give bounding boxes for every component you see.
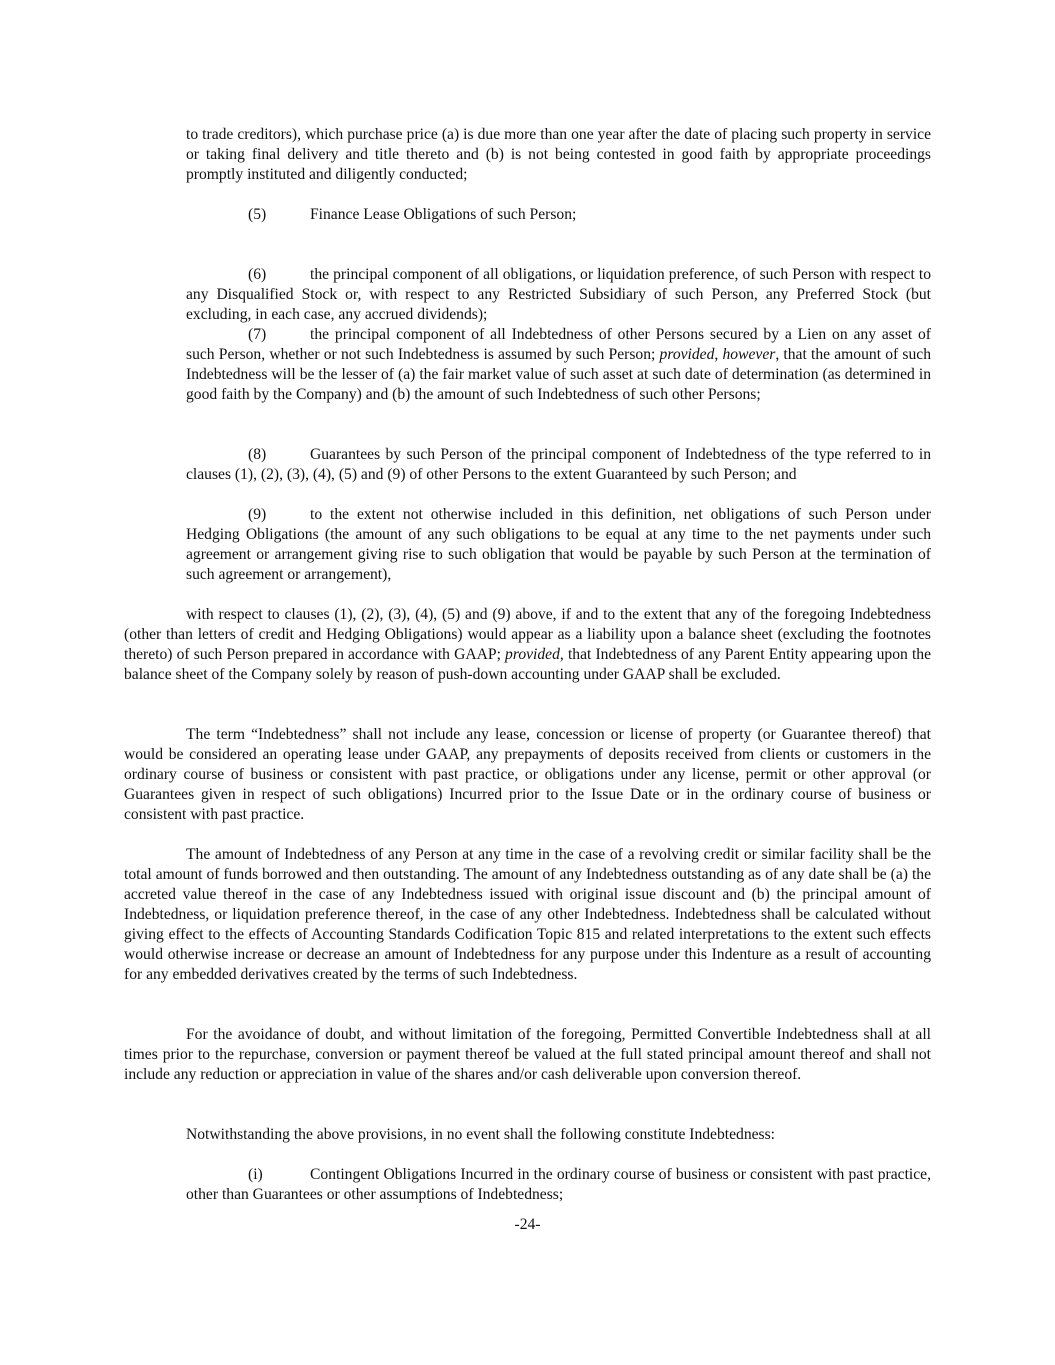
clause-text: Contingent Obligations Incurred in the ordinary course of business or consistent with past practice, other than Guarantees or other assumptions of Indebtedness; [186,1166,931,1203]
clause-text: to the extent not otherwise included in this definition, net obligations of such Person under Hedging Obligations (the amount of any such obligations to be equal at any time to the net payments under such agreement or arrangement giving rise to such obligation that would be payable by such Person at the termination of such agreement or arrangement), [186,506,931,583]
page-number: -24- [514,1216,541,1233]
italic-provided: provided [659,346,715,363]
clause-number: (6) [248,266,267,283]
continuation-paragraph: to trade creditors), which purchase price (a) is due more than one year after the date of placing such property in service or taking final delivery and title thereto and (b) is not being contested in good faith by appropriate proceedings promptly instituted and diligently conducted; [186,126,931,183]
avoidance-paragraph: For the avoidance of doubt, and without limitation of the foregoing, Permitted Convertible Indebtedness shall at all times prior to the repurchase, conversion or payment thereof be valued at the full stated principal amount thereof and shall not include any reduction or appreciation in value of the shares and/or cash deliverable upon conversion thereof. [124,1026,931,1083]
clause-i [186,1165,931,1205]
clause-number: (8) [248,446,267,463]
clause-text: Guarantees by such Person of the principal component of Indebtedness of the type referred to in clauses (1), (2), (3), (4), (5) and (9) of other Persons to the extent Guaranteed by such Person; and [186,446,931,483]
clause-text: , [714,346,723,363]
amount-paragraph: The amount of Indebtedness of any Person at any time in the case of a revolving credit or similar facility shall be the total amount of funds borrowed and then outstanding. The amount of any Indebtedness outstanding as of any date shall be (a) the accreted value thereof in the case of any Indebtedness issued with original issue discount and (b) the principal amount of Indebtedness, or liquidation preference thereof, in the case of any other Indebtedness. Indebtedness shall be calculated without giving effect to the effects of Accounting Standards Codification Topic 815 and related interpretations to the extent such effects would otherwise increase or decrease an amount of Indebtedness for any purpose under this Indenture as a result of accounting for any embedded derivatives created by the terms of such Indebtedness. [124,846,931,983]
clause-text: the principal component of all obligations, or liquidation preference, of such Person with respect to any Disqualified Stock or, with respect to any Restricted Subsidiary of such Person, any Preferred Stock (but excluding, in each case, any accrued dividends); [186,266,931,323]
clause-number: (i) [248,1166,263,1183]
clause-9 [186,505,931,585]
paragraph-text: with respect to clauses (1), (2), (3), (4), (5) and (9) above, if and to the extent that any of the foregoing Indebtedness (other than letters of credit and Hedging Obligations) would appear as a liability upon a balance sheet (excluding the footnotes thereto) of such Person prepared in accordance with GAAP; [124,606,931,663]
with-respect-paragraph [124,605,931,685]
clause-text: Finance Lease Obligations of such Person; [310,206,577,223]
clause-6 [186,265,931,325]
notwithstanding-paragraph: Notwithstanding the above provisions, in no event shall the following constitute Indebtedness: [186,1126,776,1143]
paragraph-text: , that Indebtedness of any Parent Entity appearing upon the balance sheet of the Company solely by reason of push-down accounting under GAAP shall be excluded. [124,646,932,683]
italic-provided: provided [505,646,560,663]
clause-text: the principal component of all Indebtedness of other Persons secured by a Lien on any asset of such Person, whether or not such Indebtedness is assumed by such Person; [186,326,931,363]
clause-8 [186,445,931,485]
italic-however: however [722,346,776,363]
clause-number: (7) [248,326,267,343]
term-paragraph: The term “Indebtedness” shall not include any lease, concession or license of property (or Guarantee thereof) that would be considered an operating lease under GAAP, any prepayments of deposits received from clients or customers in the ordinary course of business or consistent with past practice, or obligations under any license, permit or other approval (or Guarantees given in respect of such obligations) Incurred prior to the Issue Date or in the ordinary course of business or consistent with past practice. [124,726,931,823]
clause-number: (9) [248,506,267,523]
clause-7 [186,325,931,405]
clause-text: , that the amount of such Indebtedness will be the lesser of (a) the fair market value of such asset at such date of determination (as determined in good faith by the Company) and (b) the amount of such Indebtedness of such other Persons; [186,346,932,403]
clause-5 [186,205,931,225]
clause-number: (5) [248,206,267,223]
